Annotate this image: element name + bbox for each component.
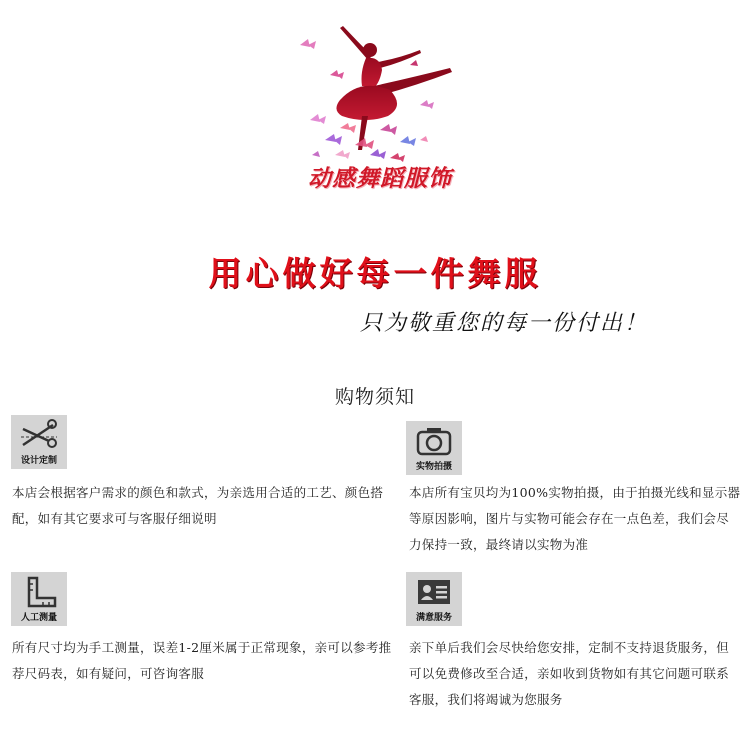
ruler-icon (11, 572, 67, 626)
slogan-heading: 用心做好每一件舞服 (208, 254, 542, 293)
card-text: 本店会根据客户需求的颜色和款式，为亲选用合适的工艺、颜色搭配，如有其它要求可与客服仔细说明 (12, 485, 384, 526)
camera-icon (406, 421, 462, 475)
card-text: 所有尺寸均为手工测量，误差1-2厘米属于正常现象，亲可以参考推荐尺码表，如有疑问，可咨询客服 (12, 640, 392, 681)
id-card-icon (406, 572, 462, 626)
notice-title: 购物须知 (334, 386, 415, 408)
card-icon-label: 满意服务 (415, 613, 452, 623)
card-icon-label: 实物拍摄 (415, 462, 452, 472)
card-text: 本店所有宝贝均为100%实物拍摄，由于拍摄光线和显示器等原因影响，图片与实物可能会存在一点色差，我们会尽力保持一致，最终请以实物为准 (409, 485, 741, 552)
card-icon-label: 人工测量 (20, 613, 57, 623)
card-text: 亲下单后我们会尽快给您安排，定制不支持退货服务，但可以免费修改至合适，亲如收到货物如有其它问题可联系客服，我们将竭诚为您服务 (409, 640, 730, 707)
card-icon-label: 设计定制 (20, 456, 57, 466)
subslogan-text: 只为敬重您的每一份付出！ (360, 311, 649, 336)
scissors-icon (11, 415, 67, 469)
brand-name: 动感舞蹈服饰 (308, 165, 452, 192)
